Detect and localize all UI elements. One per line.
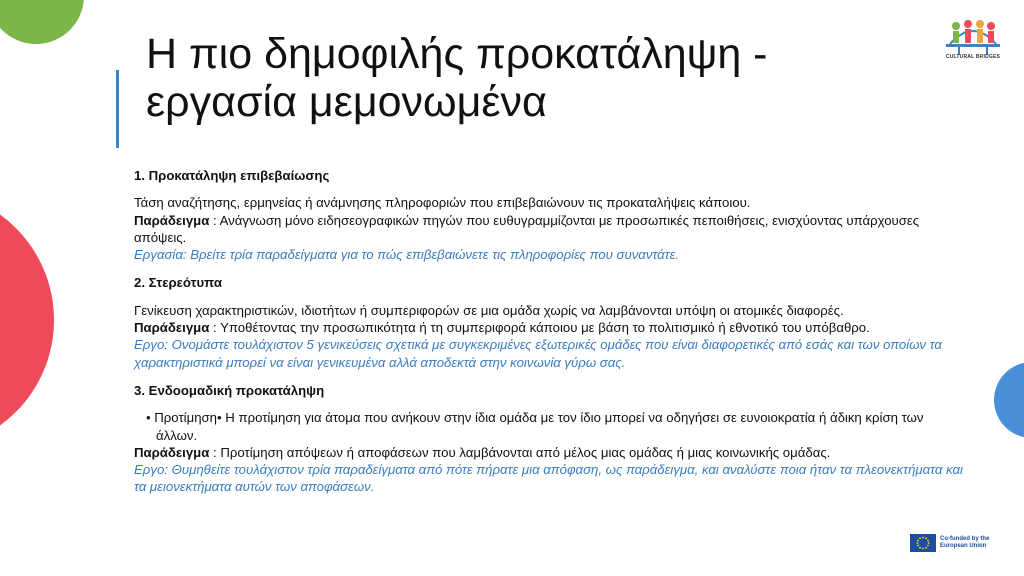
eu-badge-text: Co-funded by the European Union — [940, 536, 990, 549]
section-task: Εργασία: Βρείτε τρία παραδείγματα για το πώς επιβεβαιώνετε τις πληροφορίες που συναντάτε. — [134, 247, 680, 263]
section-task: Εργο: Ονομάστε τουλάχιστον 5 γενικεύσεις σχετικά με συγκεκριμένες εξωτερικές ομάδες που είναι διαφορετικές από εσάς και των οποίων τα χαρακτηριστικά μπορεί να είναι γενικευμένα αλλά αποδεκτά στην κοινωνία γύρω σας. — [134, 337, 942, 370]
example-text: : Προτίμηση απόψεων ή αποφάσεων που λαμβάνονται από μέλος μιας ομάδας ή μιας κοινωνικής ομάδας. — [209, 444, 831, 460]
example-text: : Υποθέτοντας την προσωπικότητα ή τη συμπεριφορά κάποιου με βάση το πολιτισμικό ή εθνοτικό του υπόβαθρο. — [209, 320, 870, 336]
section-example — [134, 444, 964, 461]
eu-cofunded-badge — [910, 534, 1010, 552]
example-label: Παράδειγμα — [134, 212, 210, 228]
section-stereotypes — [134, 274, 964, 370]
blue-decor-circle — [994, 362, 1024, 438]
slide-title: Η πιο δημοφιλής προκατάληψη - εργασία μεμονωμένα — [146, 30, 768, 126]
section-example — [134, 212, 964, 247]
slide-body — [134, 167, 964, 507]
example-label: Παράδειγμα — [134, 320, 210, 336]
green-decor-circle — [0, 0, 84, 44]
section-confirmation-bias — [134, 167, 964, 263]
section-bullet — [142, 409, 964, 444]
example-label: Παράδειγμα — [134, 444, 210, 460]
bullet-dot-icon: • — [146, 410, 155, 426]
section-heading: 2. Στερεότυπα — [134, 275, 222, 291]
cultural-bridges-logo-icon — [944, 14, 1002, 72]
section-ingroup-bias — [134, 382, 964, 496]
section-task: Εργο: Θυμηθείτε τουλάχιστον τρία παραδείγματα από πότε πήρατε μια απόφαση, ως παράδειγμα, και αναλύστε ποια ήταν τα πλεονεκτήματα και τα μειονεκτήματα αυτών των αποφάσεων. — [134, 462, 963, 495]
eu-flag-icon — [910, 534, 936, 552]
section-example — [134, 319, 964, 336]
section-definition: Τάση αναζήτησης, ερμηνείας ή ανάμνησης πληροφοριών που επιβεβαιώνουν τις προκαταλήψεις κάποιου. — [134, 195, 751, 211]
example-text: : Ανάγνωση μόνο ειδησεογραφικών πηγών που ευθυγραμμίζονται με προσωπικές πεποιθήσεις, ενισχύοντας υπάρχουσες απόψεις. — [134, 212, 920, 245]
red-decor-circle — [0, 190, 54, 450]
bullet-text: Προτίμηση• Η προτίμηση για άτομα που ανήκουν στην ίδια ομάδα με τον ίδιο μπορεί να οδηγήσει σε ευνοιοκρατία ή άδικη κρίση των άλλων. — [154, 410, 924, 443]
section-definition: Γενίκευση χαρακτηριστικών, ιδιοτήτων ή συμπεριφορών σε μια ομάδα χωρίς να λαμβάνονται υπόψη οι ατομικές διαφορές. — [134, 302, 844, 318]
section-heading: 3. Ενδοομαδική προκατάληψη — [134, 382, 325, 398]
logo-text: CULTURAL BRIDGES — [945, 54, 1001, 60]
section-heading: 1. Προκατάληψη επιβεβαίωσης — [134, 168, 330, 183]
title-accent-bar — [116, 70, 119, 148]
